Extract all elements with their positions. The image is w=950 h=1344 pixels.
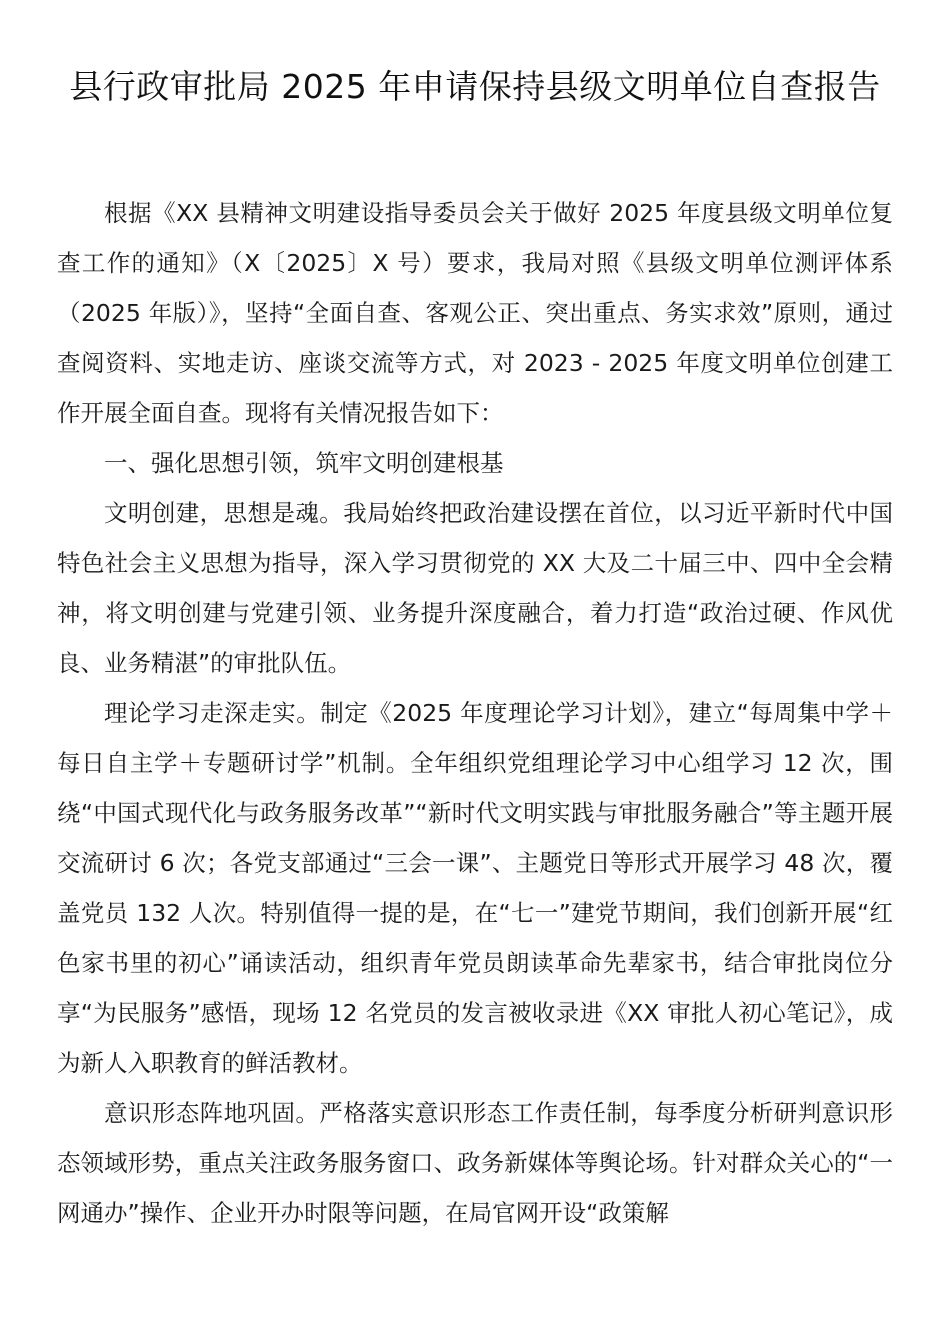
body-paragraph: 意识形态阵地巩固。严格落实意识形态工作责任制，每季度分析研判意识形态领域形势，重点关注政务服务窗口、政务新媒体等舆论场。针对群众关心的“一网通办”操作、企业开办时限等问题，在局官网开设“政策解 bbox=[57, 1099, 893, 1227]
intro-paragraph: 根据《XX 县精神文明建设指导委员会关于做好 2025 年度县级文明单位复查工作的通知》（X〔2025〕X 号）要求，我局对照《县级文明单位测评体系（2025 年版）》，坚持“全面自查、客观公正、突出重点、务实求效”原则，通过查阅资料、实地走访、座谈交流等方式，对 2023 - 2025 年度文明单位创建工作开展全面自查。现将有关情况报告如下： bbox=[57, 199, 893, 427]
section-heading-1: 一、强化思想引领，筑牢文明创建根基 bbox=[104, 449, 504, 477]
body-paragraph: 文明创建，思想是魂。我局始终把政治建设摆在首位，以习近平新时代中国特色社会主义思想为指导，深入学习贯彻党的 XX 大及二十届三中、四中全会精神，将文明创建与党建引领、业务提升深度融合，着力打造“政治过硬、作风优良、业务精湛”的审批队伍。 bbox=[57, 499, 893, 677]
body-paragraph: 理论学习走深走实。制定《2025 年度理论学习计划》，建立“每周集中学＋每日自主学＋专题研讨学”机制。全年组织党组理论学习中心组学习 12 次，围绕“中国式现代化与政务服务改革”“新时代文明实践与审批服务融合”等主题开展交流研讨 6 次；各党支部通过“三会一课”、主题党日等形式开展学习 48 次，覆盖党员 132 人次。特别值得一提的是，在“七一”建党节期间，我们创新开展“红色家书里的初心”诵读活动，组织青年党员朗读革命先辈家书，结合审批岗位分享“为民服务”感悟，现场 12 名党员的发言被收录进《XX 审批人初心笔记》，成为新人入职教育的鲜活教材。 bbox=[57, 699, 893, 1077]
document-body bbox=[57, 188, 893, 1238]
document-title: 县行政审批局 2025 年申请保持县级文明单位自查报告 bbox=[69, 67, 881, 106]
